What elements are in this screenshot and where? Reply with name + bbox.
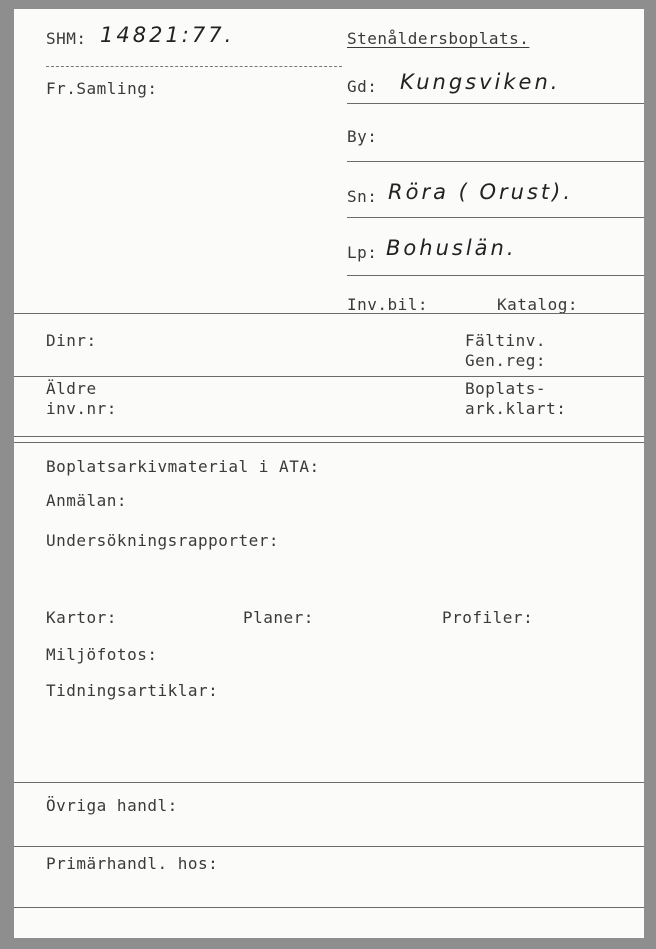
section-divider-2 xyxy=(14,376,644,377)
card-title: Stenåldersboplats. xyxy=(347,29,530,48)
sn-line xyxy=(347,217,644,218)
anmalan-label: Anmälan: xyxy=(46,491,128,510)
genreg-label: Gen.reg: xyxy=(465,351,547,370)
gd-value: Kungsviken. xyxy=(400,70,561,94)
ovriga-label: Övriga handl: xyxy=(46,796,178,815)
samling-label: Fr.Samling: xyxy=(46,79,158,98)
archive-title: Boplatsarkivmaterial i ATA: xyxy=(46,457,320,476)
gd-label: Gd: xyxy=(347,77,378,96)
shm-label: SHM: xyxy=(46,29,87,48)
by-label: By: xyxy=(347,127,378,146)
planer-label: Planer: xyxy=(243,608,314,627)
undersokning-label: Undersökningsrapporter: xyxy=(46,531,280,550)
section-divider-3 xyxy=(14,782,644,783)
aldre-label: Äldre xyxy=(46,379,97,398)
double-divider-bottom xyxy=(14,442,644,443)
profiler-label: Profiler: xyxy=(442,608,534,627)
boplats-label: Boplats- xyxy=(465,379,547,398)
lp-line xyxy=(347,275,644,276)
section-divider-4 xyxy=(14,846,644,847)
miljofotos-label: Miljöfotos: xyxy=(46,645,158,664)
lp-value: Bohuslän. xyxy=(386,236,517,260)
catalog-card xyxy=(14,9,644,938)
lp-label: Lp: xyxy=(347,243,378,262)
faltinv-label: Fältinv. xyxy=(465,331,547,350)
gd-line xyxy=(347,103,644,104)
by-line xyxy=(347,161,644,162)
invnr-label: inv.nr: xyxy=(46,399,117,418)
arkklart-label: ark.klart: xyxy=(465,399,567,418)
kartor-label: Kartor: xyxy=(46,608,117,627)
shm-value: 14821:77. xyxy=(100,23,235,47)
sn-value: Röra ( Orust). xyxy=(388,180,574,204)
invbil-label: Inv.bil: xyxy=(347,295,429,314)
section-divider-1 xyxy=(14,313,644,314)
primar-label: Primärhandl. hos: xyxy=(46,854,219,873)
dinr-label: Dinr: xyxy=(46,331,97,350)
section-divider-5 xyxy=(14,907,644,908)
samling-dashed-line xyxy=(46,66,342,67)
sn-label: Sn: xyxy=(347,187,378,206)
tidning-label: Tidningsartiklar: xyxy=(46,681,219,700)
double-divider-top xyxy=(14,436,644,437)
katalog-label: Katalog: xyxy=(497,295,579,314)
